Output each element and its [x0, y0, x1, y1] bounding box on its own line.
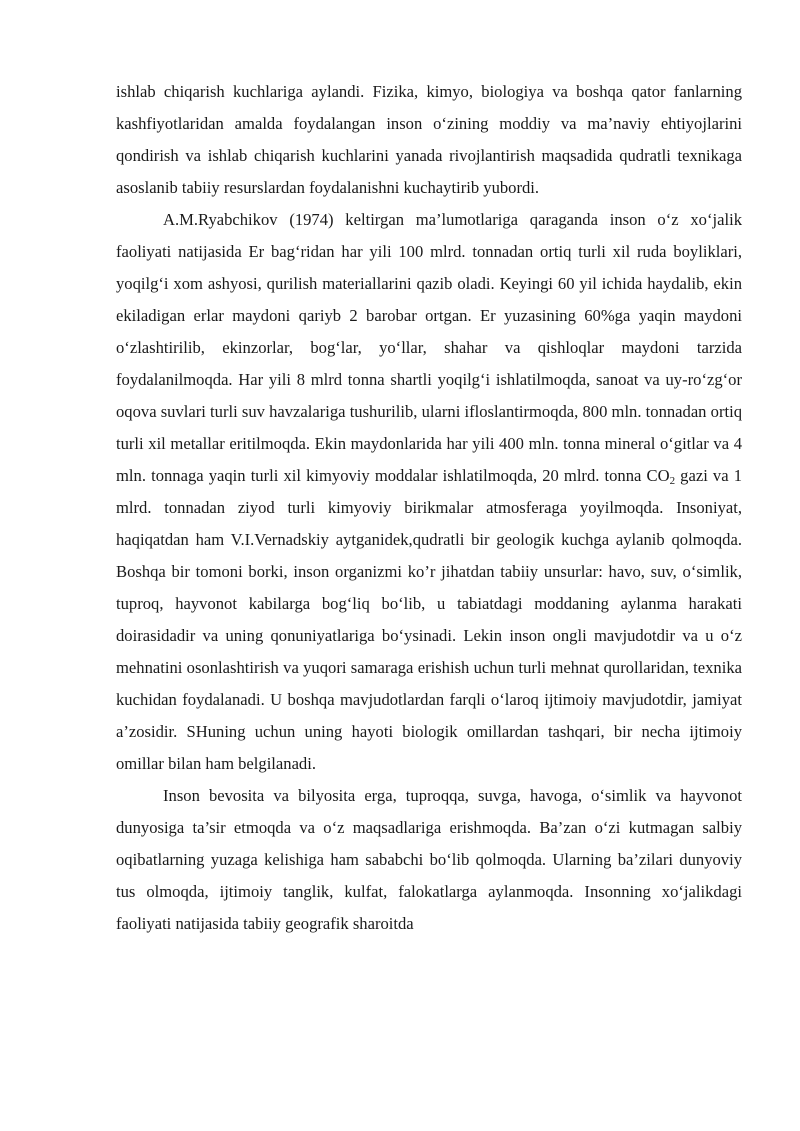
co2-subscript: 2: [669, 475, 676, 487]
paragraph-2-text-start: A.M.Ryabchikov (1974) keltirgan ma’lumotlariga qaraganda inson o‘z xo‘jalik faoliyati natijasida Er bag‘ridan har yili 100 mlrd. tonnadan ortiq turli xil ruda boyliklari, yoqilg‘i xom ashyosi, qurilish materiallarini qazib oladi. Keyingi 60 yil ichida haydalib, ekin ekiladigan erlar maydoni qariyb 2 barobar ortgan. Er yuzasining 60%ga yaqin maydoni o‘zlashtirilib, ekinzorlar, bog‘lar, yo‘llar, shahar va qishloqlar maydoni tarzida foydalanilmoqda. Har yili 8 mlrd tonna shartli yoqilg‘i ishlatilmoqda, sanoat va uy-ro‘zg‘or oqova suvlari turli suv havzalariga tushurilib, ularni ifloslantirmoqda, 800 mln. tonnadan ortiq turli xil metallar eritilmoqda. Ekin maydonlarida har yili 400 mln. tonna mineral o‘gitlar va 4 mln. tonnaga yaqin turli xil kimyoviy moddalar ishlatilmoqda, 20 mlrd. tonna CO: [116, 210, 742, 485]
paragraph-2-text-end: gazi va 1 mlrd. tonnadan ziyod turli kimyoviy birikmalar atmosferaga yoyilmoqda. Insoniyat, haqiqatdan ham V.I.Vernadskiy aytganidek,qudratli bir geologik kuchga aylanib qolmoqda. Boshqa bir tomoni borki, inson organizmi ko’r jihatdan tabiiy unsurlar: havo, suv, o‘simlik, tuproq, hayvonot kabilarga bog‘liq bo‘lib, u tabiatdagi moddaning aylanma harakati doirasidadir va uning qonuniyatlariga bo‘ysinadi. Lekin inson ongli mavjudotdir va u o‘z mehnatini osonlashtirish va yuqori samaraga erishish uchun turli mehnat qurollaridan, texnika kuchidan foydalanadi. U boshqa mavjudotlardan farqli o‘laroq ijtimoiy mavjudotdir, jamiyat a’zosidir. SHuning uchun uning hayoti biologik omillardan tashqari, bir necha ijtimoiy omillar bilan ham belgilanadi.: [116, 466, 743, 773]
paragraph-1: ishlab chiqarish kuchlariga aylandi. Fizika, kimyo, biologiya va boshqa qator fanlarning kashfiyotlaridan amalda foydalangan inson o‘zining moddiy va ma’naviy ehtiyojlarini qondirish va ishlab chiqarish kuchlarini yanada rivojlantirish maqsadida qudratli texnikaga asoslanib tabiiy resurslardan foydalanishni kuchaytirib yubordi.: [116, 82, 742, 197]
paragraph-3: Inson bevosita va bilyosita erga, tuproqqa, suvga, havoga, o‘simlik va hayvonot dunyosiga ta’sir etmoqda va o‘z maqsadlariga erishmoqda. Ba’zan o‘zi kutmagan salbiy oqibatlarning yuzaga kelishiga ham sababchi bo‘lib qolmoqda. Ularning ba’zilari dunyoviy tus olmoqda, ijtimoiy tanglik, kulfat, falokatlarga aylanmoqda. Insonning xo‘jalikdagi faoliyati natijasida tabiiy geografik sharoitda: [116, 786, 742, 933]
paragraph-2: [116, 204, 742, 780]
document-page: [116, 76, 742, 940]
